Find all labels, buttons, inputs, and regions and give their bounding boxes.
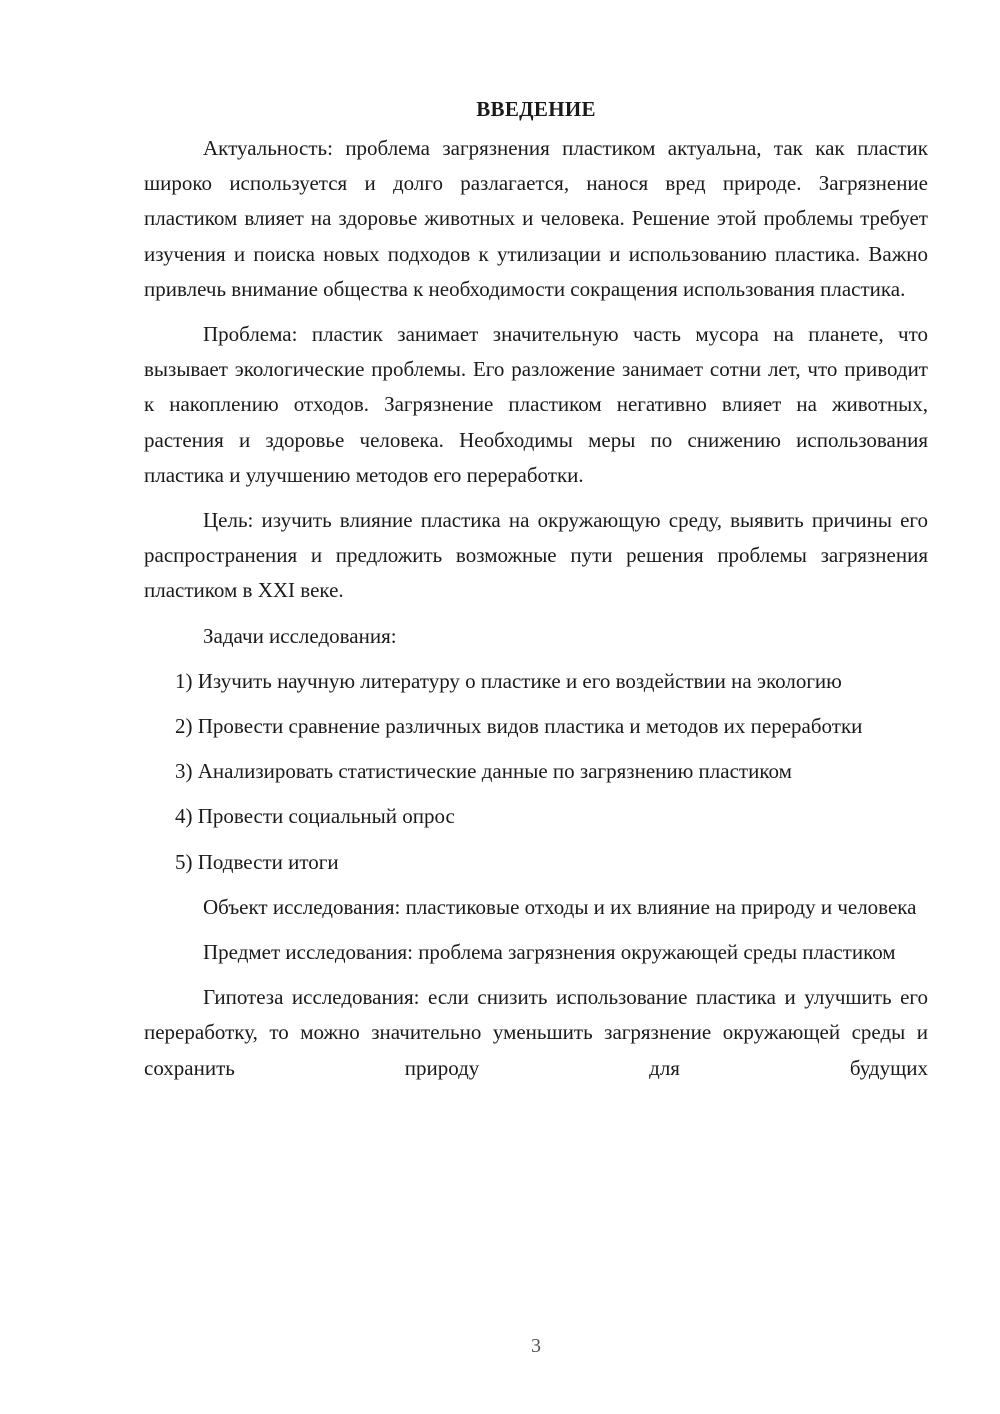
tasks-heading: Задачи исследования: xyxy=(203,623,397,648)
hypothesis-paragraph: Гипотеза исследования: если снизить использование пластика и улучшить его переработку, то можно значительно уменьшить загрязнение окружающей среды и сохранить природу для будущих xyxy=(144,985,928,1080)
page-number: 3 xyxy=(531,1335,541,1357)
goal-paragraph: Цель: изучить влияние пластика на окружающую среду, выявить причины его распространения и предложить возможные пути решения проблемы загрязнения пластиком в XXI веке. xyxy=(144,508,928,603)
tasks-list xyxy=(144,664,928,880)
task-item-1: 1) Изучить научную литературу о пластике и его воздействии на экологию xyxy=(175,668,842,693)
object-paragraph: Объект исследования: пластиковые отходы и их влияние на природу и человека xyxy=(203,894,917,919)
section-title: ВВЕДЕНИЕ xyxy=(476,97,596,121)
task-item-4: 4) Провести социальный опрос xyxy=(175,804,455,829)
task-item-5: 5) Подвести итоги xyxy=(175,849,339,874)
page-content xyxy=(144,92,928,1096)
task-item-3: 3) Анализировать статистические данные по загрязнению пластиком xyxy=(175,759,792,784)
problem-paragraph: Проблема: пластик занимает значительную часть мусора на планете, что вызывает экологические проблемы. Его разложение занимает сотни лет, что приводит к накоплению отходов. Загрязнение пластиком негативно влияет на животных, растения и здоровье человека. Необходимы меры по снижению использования пластика и улучшению методов его переработки. xyxy=(144,322,928,487)
relevance-paragraph: Актуальность: проблема загрязнения пластиком актуальна, так как пластик широко используется и долго разлагается, нанося вред природе. Загрязнение пластиком влияет на здоровье животных и человека. Решение этой проблемы требует изучения и поиска новых подходов к утилизации и использованию пластика. Важно привлечь внимание общества к необходимости сокращения использования пластика. xyxy=(144,136,928,301)
subject-paragraph: Предмет исследования: проблема загрязнения окружающей среды пластиком xyxy=(203,940,896,965)
task-item-2: 2) Провести сравнение различных видов пластика и методов их переработки xyxy=(175,714,863,739)
